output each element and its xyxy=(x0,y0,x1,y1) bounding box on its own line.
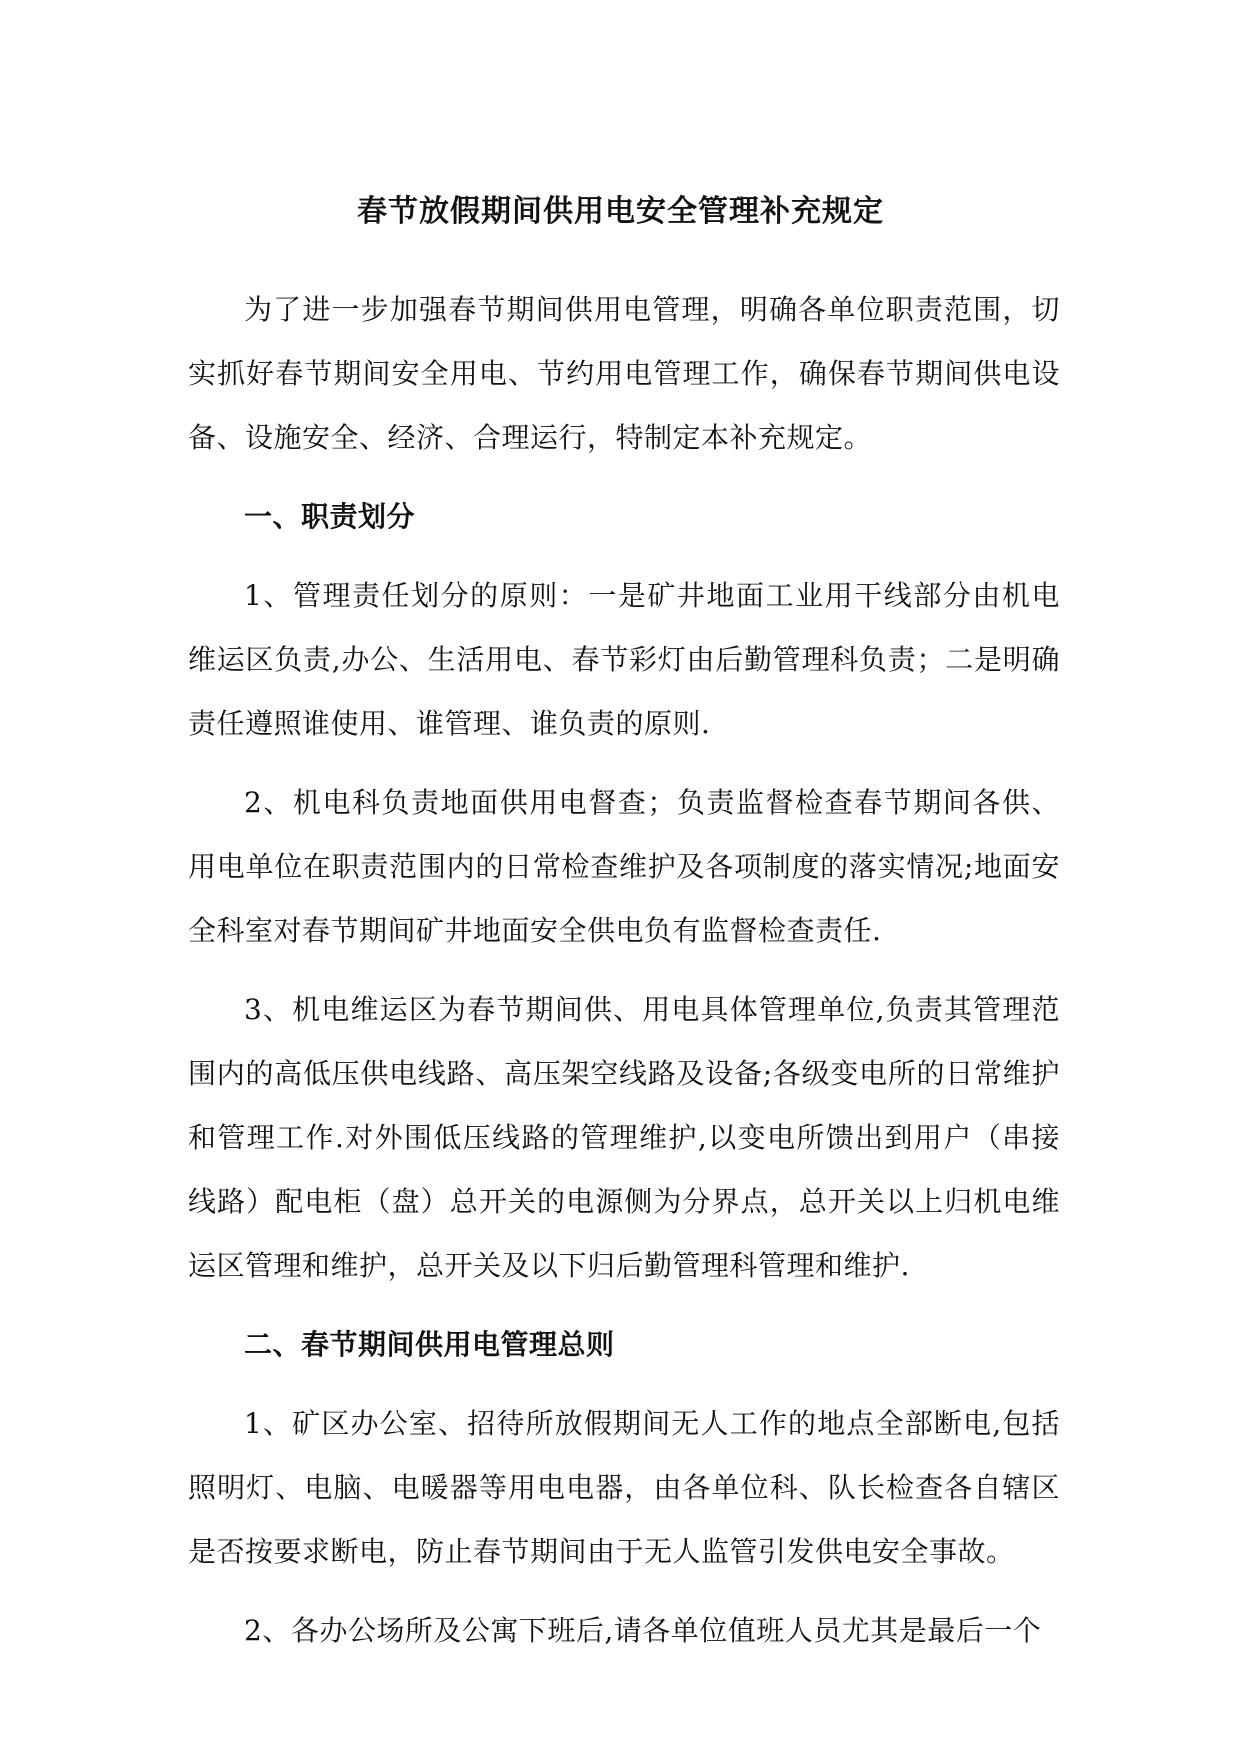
section1-item-1: 1、管理责任划分的原则：一是矿井地面工业用干线部分由机电维运区负责,办公、生活用电、春节彩灯由后勤管理科负责；二是明确责任遵照谁使用、谁管理、谁负责的原则. xyxy=(188,579,1060,740)
section2-item-2: 2、各办公场所及公寓下班后,请各单位值班人员尤其是最后一个 xyxy=(244,1614,1042,1647)
intro-paragraph: 为了进一步加强春节期间供用电管理，明确各单位职责范围，切实抓好春节期间安全用电、节约用电管理工作，确保春节期间供电设备、设施安全、经济、合理运行，特制定本补充规定。 xyxy=(188,293,1060,454)
section-heading-responsibilities: 一、职责划分 xyxy=(244,500,416,533)
section-heading-general-rules: 二、春节期间供用电管理总则 xyxy=(244,1328,615,1361)
document-body xyxy=(188,278,1060,1678)
section1-item-2: 2、机电科负责地面供用电督查；负责监督检查春节期间各供、用电单位在职责范围内的日常检查维护及各项制度的落实情况;地面安全科室对春节期间矿井地面安全供电负有监督检查责任. xyxy=(188,786,1060,947)
section1-item-3: 3、机电维运区为春节期间供、用电具体管理单位,负责其管理范围内的高低压供电线路、高压架空线路及设备;各级变电所的日常维护和管理工作.对外围低压线路的管理维护,以变电所馈出到用户（串接线路）配电柜（盘）总开关的电源侧为分界点，总开关以上归机电维运区管理和维护，总开关及以下归后勤管理科管理和维护. xyxy=(188,993,1060,1282)
section2-item-1: 1、矿区办公室、招待所放假期间无人工作的地点全部断电,包括照明灯、电脑、电暖器等用电电器，由各单位科、队长检查各自辖区是否按要求断电，防止春节期间由于无人监管引发供电安全事故。 xyxy=(188,1407,1060,1568)
document-title: 春节放假期间供用电安全管理补充规定 xyxy=(357,194,884,229)
